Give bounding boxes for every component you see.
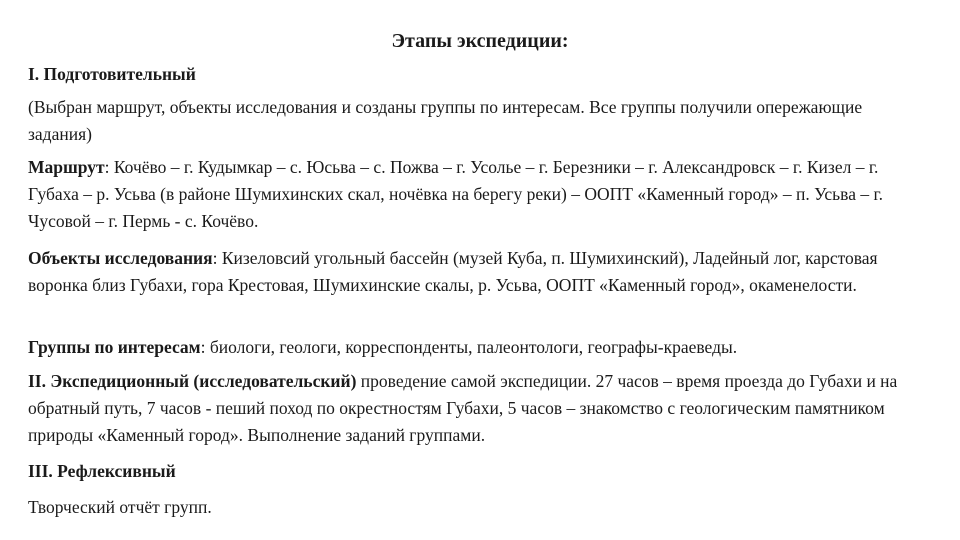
groups-text: : биологи, геологи, корреспонденты, палеонтологи, географы-краеведы. [200,337,738,357]
stage-2-text: проведение самой экспедиции. 27 часов – время проезда до Губахи и на обратный путь, 7 часов - пеший поход по окрестностям Губахи, 5 часов – знакомство с геологическим памятником природы «Каменный город». Выполнение заданий группами. [28,371,898,445]
page-title: Этапы экспедиции: [391,30,569,52]
stage-3-text: Творческий отчёт групп. [28,497,212,517]
groups-paragraph [28,334,928,361]
route-paragraph [28,154,928,235]
stage-1-note: (Выбран маршрут, объекты исследования и созданы группы по интересам. Все группы получили опережающие задания) [28,97,863,144]
stage-1-heading [28,61,928,88]
route-label: Маршрут [28,157,105,177]
objects-paragraph [28,245,928,299]
objects-label: Объекты исследования [28,248,213,268]
stage-3-heading-text: III. Рефлексивный [28,461,176,481]
groups-label: Группы по интересам [28,337,201,357]
route-text: : Кочёво – г. Кудымкар – с. Юсьва – с. Пожва – г. Усолье – г. Березники – г. Александровск – г. Кизел – г. Губаха – р. Усьва (в районе Шумихинских скал, ночёвка на берегу реки) – ООПТ «Каменный город» – п. Усьва – г. Чусовой – г. Пермь - с. Кочёво. [28,157,884,231]
stage-2-paragraph [28,368,928,449]
objects-text: : Кизеловсий угольный бассейн (музей Куба, п. Шумихинский), Ладейный лог, карстовая воронка близ Губахи, гора Крестовая, Шумихинские скалы, р. Усьва, ООПТ «Каменный город», окаменелости. [28,248,878,295]
stage-3-heading [28,458,928,485]
stage-1-heading-text: I. Подготовительный [28,64,196,84]
stage-2-heading: II. Экспедиционный (исследовательский) [28,371,357,391]
